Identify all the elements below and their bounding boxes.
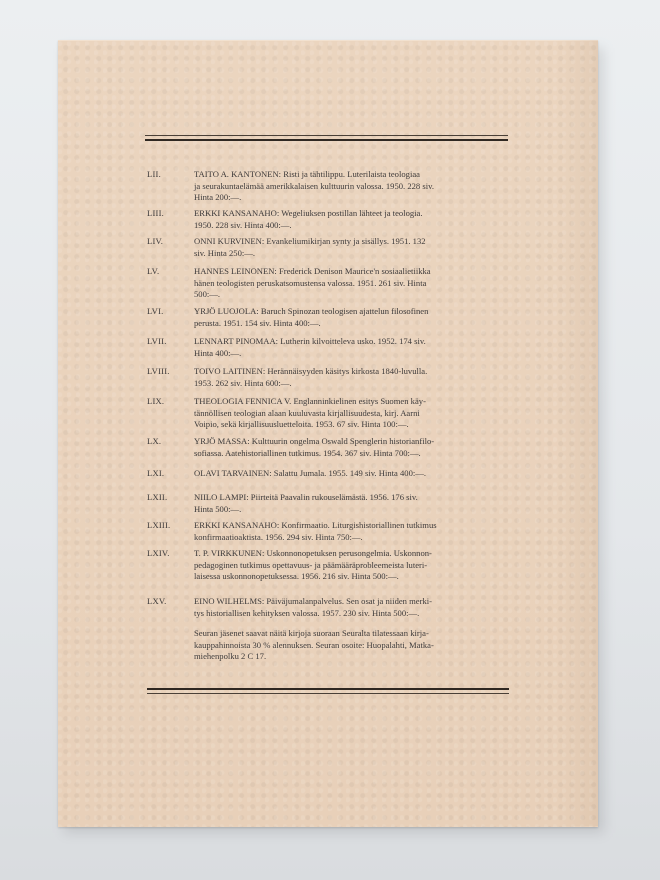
entry-line: ONNI KURVINEN: Evankeliumikirjan synty ja sisällys. 1951. 132 <box>194 236 426 246</box>
entry-line: T. P. VIRKKUNEN: Uskonnonopetuksen perusongelmia. Uskonnon- <box>194 548 432 558</box>
entry-number: LXV. <box>147 596 167 606</box>
entry-line: 1953. 262 siv. Hinta 600:—. <box>194 377 292 388</box>
entry-line: ERKKI KANSANAHO: Wegeliuksen postillan lähteet ja teologia. <box>194 208 423 218</box>
entry-line: YRJÖ MASSA: Kulttuurin ongelma Oswald Spenglerin historianfilo- <box>194 436 435 446</box>
entry-text <box>194 596 506 619</box>
note-line: Seuran jäsenet saavat näitä kirjoja suoraan Seuralta tilatessaan kirja- <box>194 628 429 638</box>
entry-line: HANNES LEINONEN: Frederick Denison Maurice'n sosiaalietiikka <box>194 266 431 276</box>
entry-line: THEOLOGIA FENNICA V. Englanninkielinen esitys Suomen käy- <box>194 396 426 406</box>
entry-line: siv. Hinta 250:—. <box>194 247 256 258</box>
entry-line: laisessa uskonnonopetuksessa. 1956. 216 siv. Hinta 500:—. <box>194 571 399 582</box>
entry-text <box>194 366 506 389</box>
entry-line: OLAVI TARVAINEN: Salattu Jumala. 1955. 149 siv. Hinta 400:—. <box>194 468 426 478</box>
entry-line: EINO WILHELMS: Päiväjumalanpalvelus. Sen osat ja niiden merki- <box>194 596 433 606</box>
entry-text <box>194 468 506 480</box>
entry-number: LXIV. <box>147 548 170 558</box>
entry-line: perusta. 1951. 154 siv. Hinta 400:—. <box>194 317 321 328</box>
entry-number: LIX. <box>147 396 165 406</box>
entry-line: hänen teologisten peruskatsomustensa valossa. 1951. 261 siv. Hinta <box>194 277 427 288</box>
entry-text <box>194 336 506 359</box>
entry-number: LVII. <box>147 336 167 346</box>
entry-line: YRJÖ LUOJOLA: Baruch Spinozan teologisen ajattelun filosofinen <box>194 306 429 316</box>
entry-number: LVIII. <box>147 366 170 376</box>
entry-text <box>194 266 506 301</box>
entry-line: Hinta 400:—. <box>194 347 242 358</box>
entry-number: LXII. <box>147 492 168 502</box>
entry-text <box>194 306 506 329</box>
entry-line: ERKKI KANSANAHO: Konfirmaatio. Liturgishistoriallinen tutkimus <box>194 520 437 530</box>
entry-number: LVI. <box>147 306 164 316</box>
entry-number: LV. <box>147 266 160 276</box>
cover-edge-shading <box>556 40 598 826</box>
entry-text <box>194 548 506 583</box>
entry-line: tännöllisen teologian alaan kuuluvasta kirjallisuudesta, kirj. Aarni <box>194 407 420 418</box>
entry-line: tys historiallisen kehityksen valossa. 1957. 230 siv. Hinta 500:—. <box>194 607 420 618</box>
entry-line: NIILO LAMPI: Piirteitä Paavalin rukouselämästä. 1956. 176 siv. <box>194 492 418 502</box>
note-line: miehenpolku 2 C 17. <box>194 651 267 662</box>
entry-number: LX. <box>147 436 162 446</box>
society-note <box>194 628 506 663</box>
entry-line: LENNART PINOMAA: Lutherin kilvoitteleva usko. 1952. 174 siv. <box>194 336 426 346</box>
entry-line: 1950. 228 siv. Hinta 400:—. <box>194 219 292 230</box>
entry-text <box>194 520 506 543</box>
note-line: kauppahinnoista 30 % alennuksen. Seuran osoite: Huopalahti, Matka- <box>194 639 434 650</box>
entry-text <box>194 436 506 459</box>
entry-line: Voipio, sekä kirjallisuusluetteloita. 1953. 67 siv. Hinta 100:—. <box>194 419 409 430</box>
entry-text <box>194 208 506 231</box>
entry-number: LIII. <box>147 208 164 218</box>
entry-line: konfirmaatioaktista. 1956. 294 siv. Hinta 750:—. <box>194 531 363 542</box>
entry-number: LIV. <box>147 236 164 246</box>
entry-line: Hinta 200:—. <box>194 192 242 203</box>
entry-line: TAITO A. KANTONEN: Risti ja tähtilippu. Luterilaista teologiaa <box>194 169 420 179</box>
entry-line: sofiassa. Aatehistoriallinen tutkimus. 1954. 367 siv. Hinta 700:—. <box>194 447 421 458</box>
entry-text <box>194 236 506 259</box>
entry-number: LXI. <box>147 468 165 478</box>
entry-number: LXIII. <box>147 520 171 530</box>
entry-line: TOIVO LAITINEN: Herännäisyyden käsitys kirkosta 1840-luvulla. <box>194 366 428 376</box>
book-back-cover <box>58 40 598 827</box>
entry-text <box>194 169 506 204</box>
entry-line: Hinta 500:—. <box>194 503 242 514</box>
entry-text <box>194 492 506 515</box>
entry-line: 500:—. <box>194 289 221 300</box>
entry-text <box>194 396 506 431</box>
entry-number: LII. <box>147 169 161 179</box>
entry-line: ja seurakuntaelämää amerikkalaisen kulttuurin valossa. 1950. 228 siv. <box>194 180 434 191</box>
entry-line: pedagoginen tutkimus opettavuus- ja päämääräprobleemeista luteri- <box>194 559 428 570</box>
